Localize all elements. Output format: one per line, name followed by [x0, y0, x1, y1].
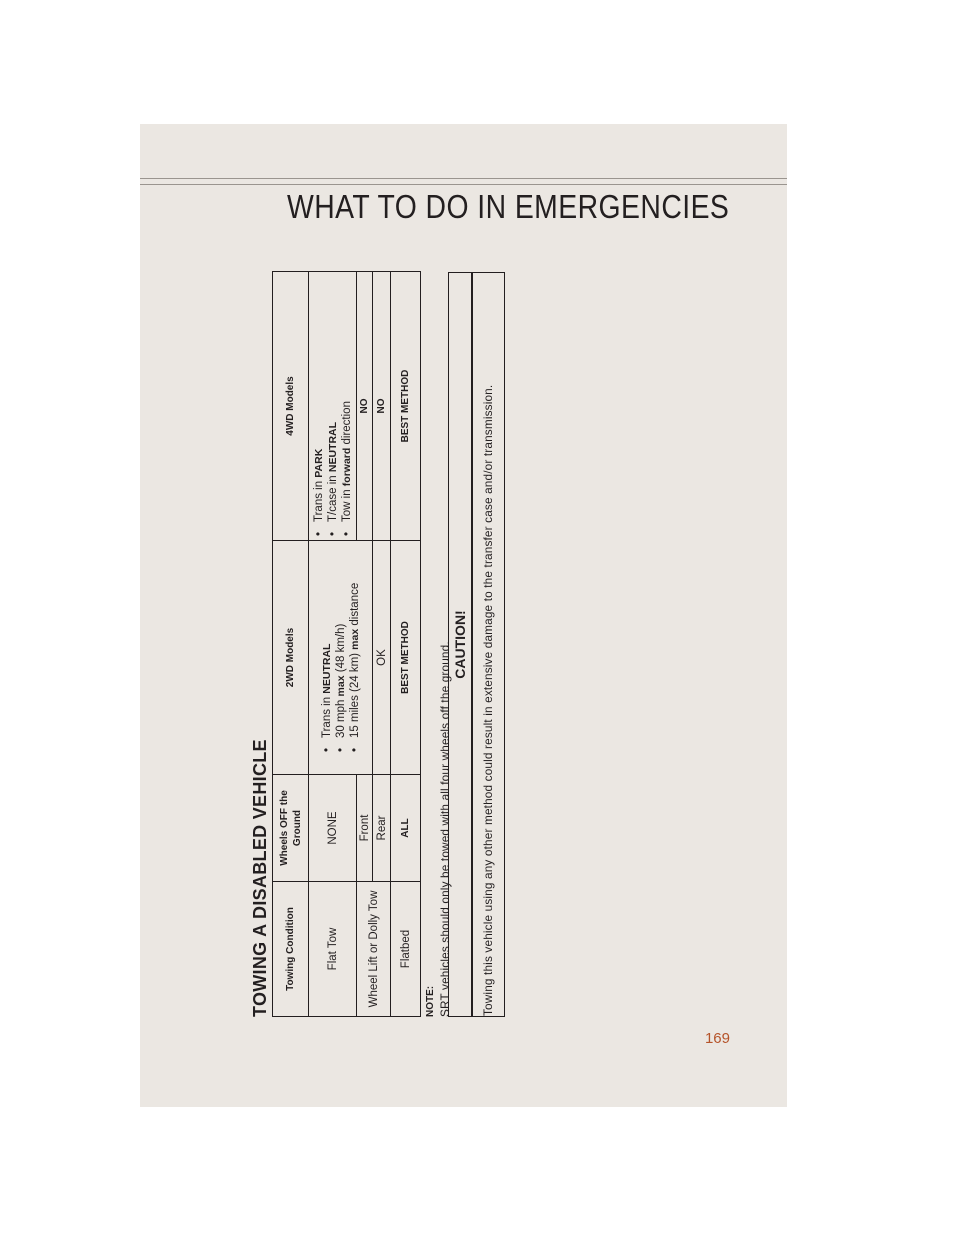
- cell-wheel-lift-front-4wd: NO: [357, 272, 373, 541]
- rotated-content: [248, 272, 538, 1017]
- list-item: • Trans in NEUTRAL: [320, 547, 334, 752]
- table-row-flat-tow: [309, 272, 357, 1017]
- caution-box: [448, 272, 505, 1017]
- towing-table: [272, 271, 421, 1017]
- cell-flatbed-condition: Flatbed: [391, 882, 421, 1017]
- cell-wheel-lift-front: Front: [357, 775, 373, 882]
- cell-flatbed-4wd: BEST METHOD: [391, 272, 421, 541]
- cell-flat-tow-4wd: [309, 272, 357, 541]
- header-wheels-off-ground: Wheels OFF the Ground: [273, 775, 309, 882]
- list-item: • 30 mph max (48 km/h): [334, 547, 348, 752]
- caution-title: CAUTION!: [449, 273, 473, 1016]
- cell-flat-tow-2wd: [309, 541, 373, 775]
- list-4wd-flat-tow: [312, 278, 354, 536]
- table-header-row: [273, 272, 309, 1017]
- cell-flat-tow-condition: Flat Tow: [309, 882, 357, 1017]
- section-title: TOWING A DISABLED VEHICLE: [250, 739, 270, 1017]
- note-label: NOTE:: [425, 985, 436, 1017]
- manual-page: [140, 124, 787, 1107]
- list-2wd-flat-tow: [320, 547, 362, 752]
- cell-wheel-lift-rear-4wd: NO: [373, 272, 391, 541]
- note-text: SRT vehicles should only be towed with all four wheels off the ground.: [438, 641, 452, 1017]
- list-item: • Trans in PARK: [312, 278, 326, 536]
- list-item: • Tow in forward direction: [340, 278, 354, 536]
- header-rule-bottom: [140, 184, 787, 185]
- table-row-flatbed: [391, 272, 421, 1017]
- caution-text: Towing this vehicle using any other method could result in extensive damage to the transfer case and/or transmission.: [481, 384, 495, 1016]
- header-2wd-models: 2WD Models: [273, 541, 309, 775]
- cell-wheel-lift-rear-2wd: OK: [373, 541, 391, 775]
- header-4wd-models: 4WD Models: [273, 272, 309, 541]
- cell-wheel-lift-rear: Rear: [373, 775, 391, 882]
- cell-flatbed-2wd: BEST METHOD: [391, 541, 421, 775]
- cell-flat-tow-wheels: NONE: [309, 775, 357, 882]
- header-towing-condition: Towing Condition: [273, 882, 309, 1017]
- list-item: • T/case in NEUTRAL: [326, 278, 340, 536]
- page-number: 169: [704, 1030, 730, 1047]
- cell-flatbed-wheels: ALL: [391, 775, 421, 882]
- header-rule-top: [140, 178, 787, 179]
- list-item: • 15 miles (24 km) max distance: [348, 547, 362, 752]
- chapter-title: WHAT TO DO IN EMERGENCIES: [286, 188, 729, 225]
- cell-wheel-lift-condition: Wheel Lift or Dolly Tow: [357, 882, 391, 1017]
